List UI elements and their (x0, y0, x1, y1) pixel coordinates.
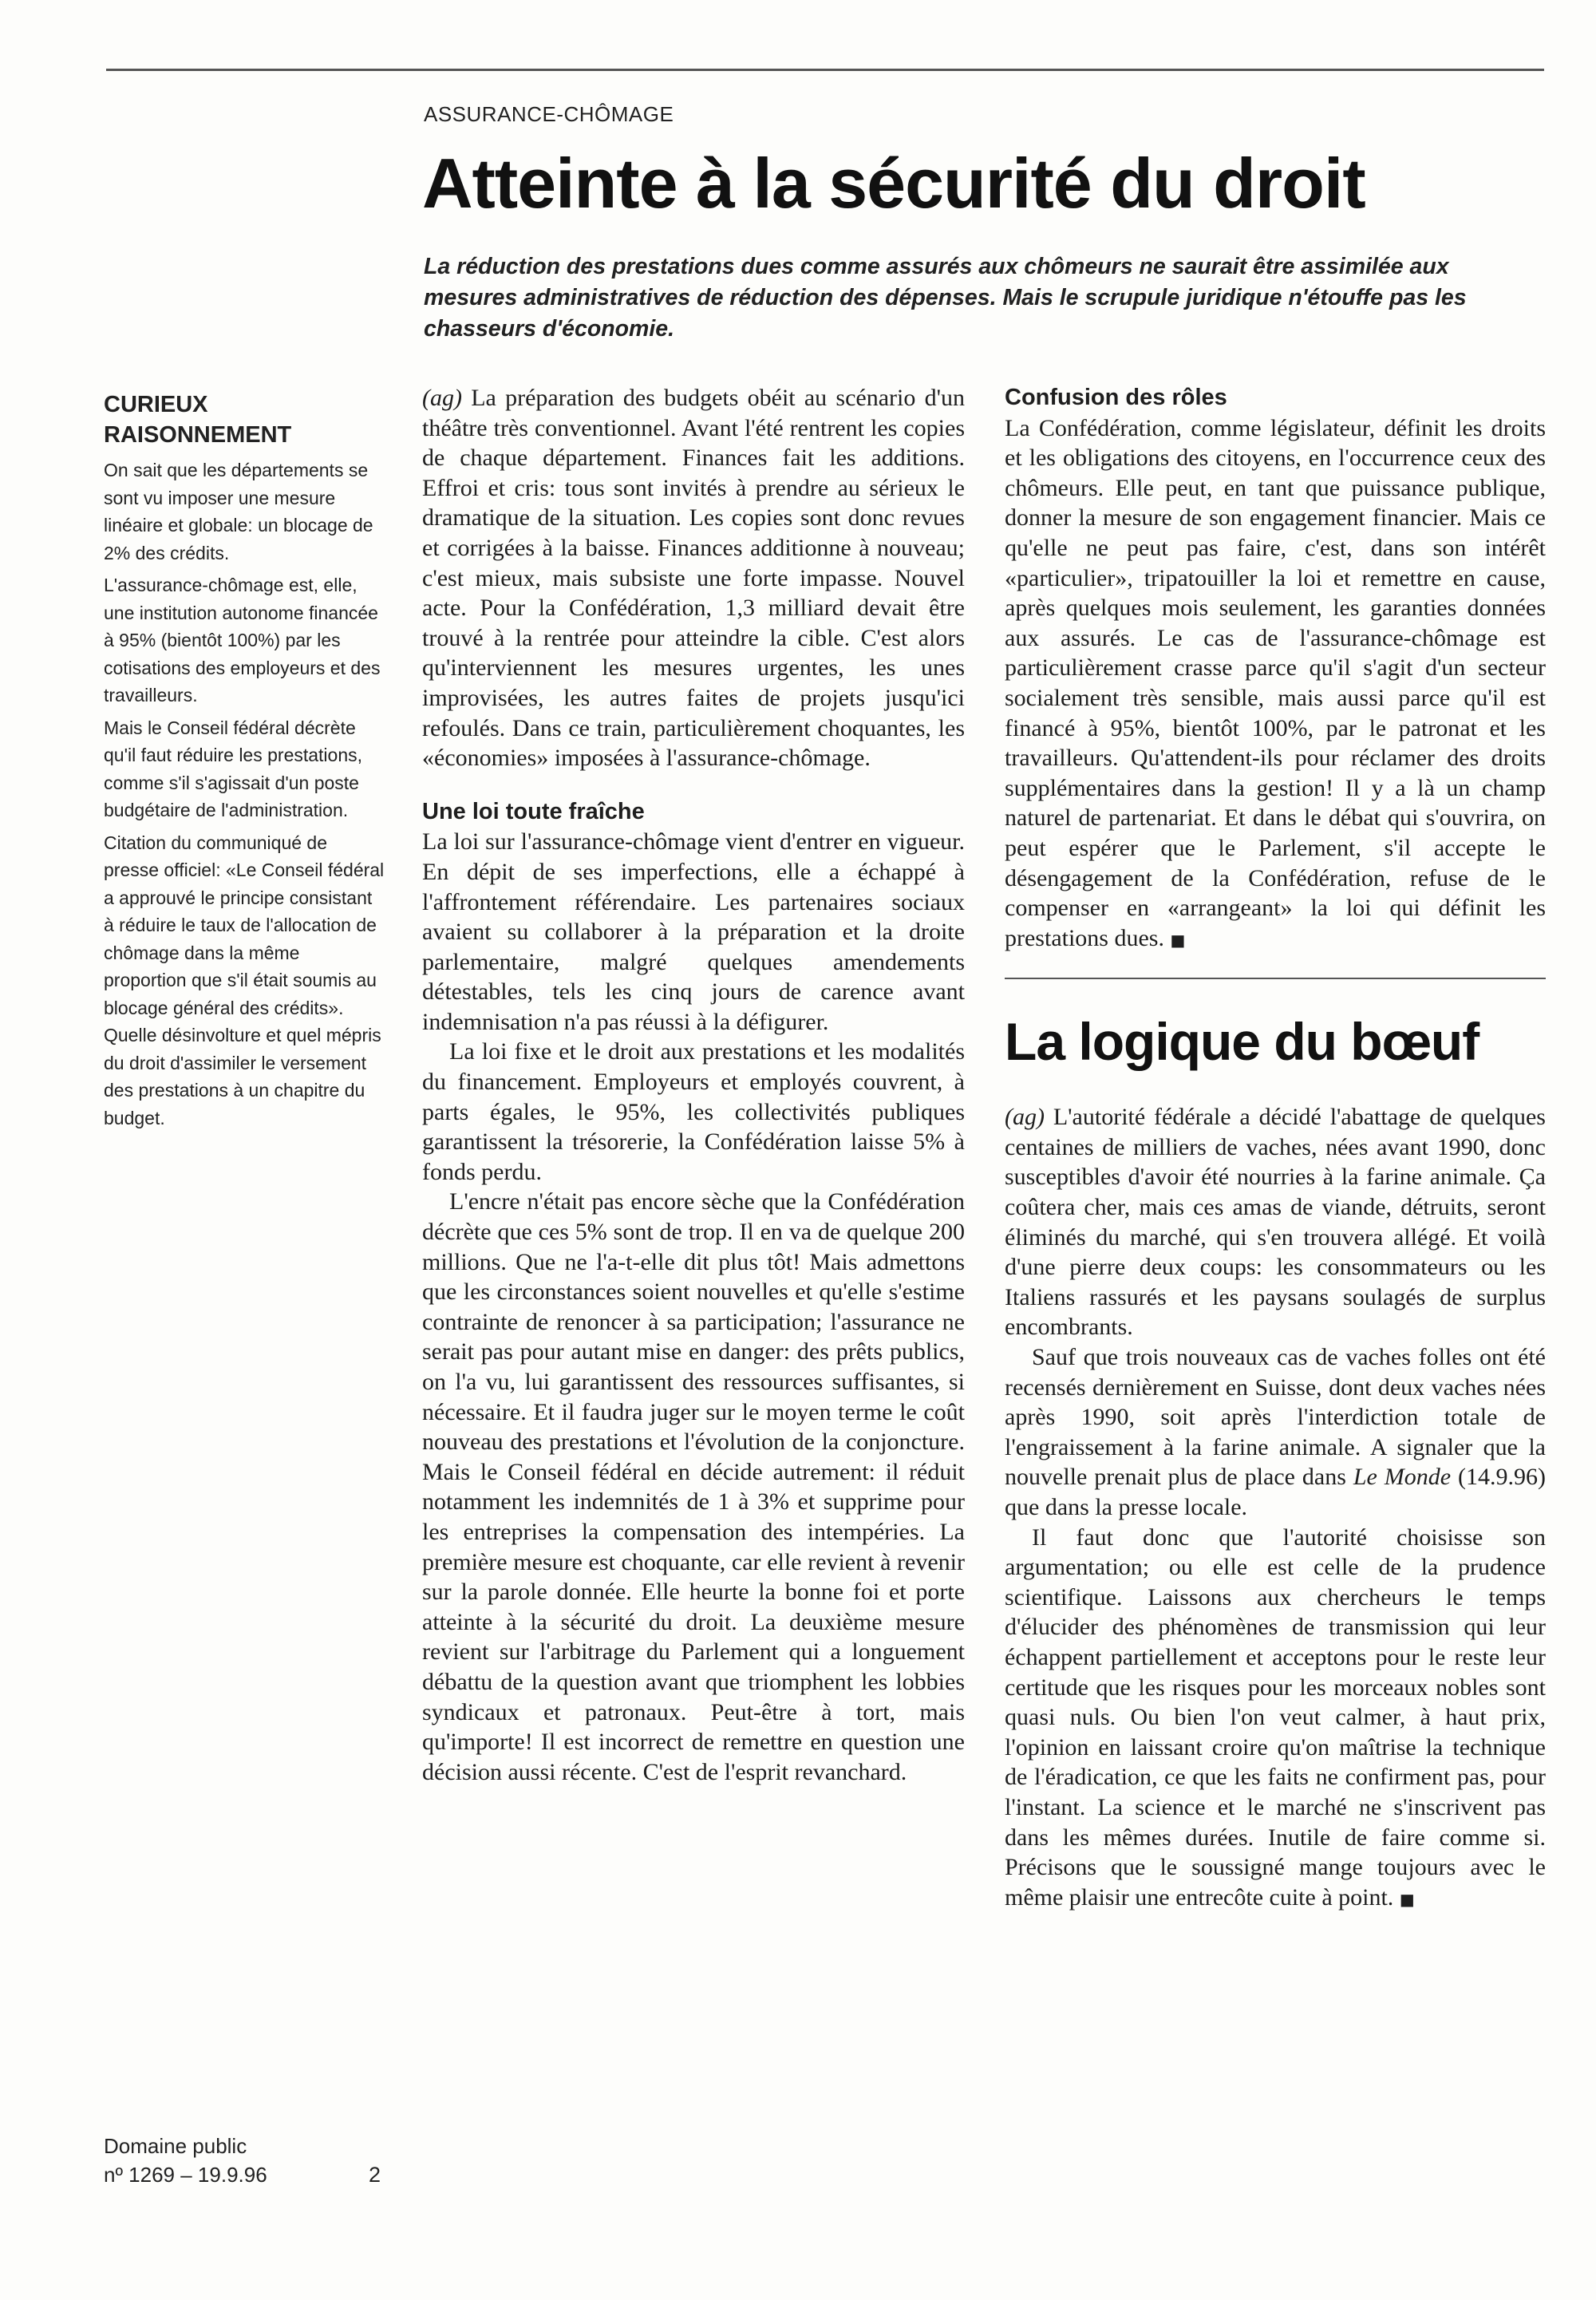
paragraph-text: (14.9.96) que dans la presse locale. (1005, 1464, 1546, 1520)
publication-name: Domaine public (104, 2134, 247, 2158)
article-paragraph (422, 383, 965, 773)
sidebar-paragraph: On sait que les départements se sont vu imposer une mesure linéaire et globale: un blocage de 2% des crédits. (104, 460, 373, 563)
article-divider (1005, 978, 1546, 979)
article-paragraph (1005, 413, 1546, 956)
subheading: Confusion des rôles (1005, 385, 1227, 410)
author-initials: (ag) (422, 385, 462, 411)
article-paragraph: L'encre n'était pas encore sèche que la Confédération décrète que ces 5% sont de trop. Il en va de quelque 200 millions. Que ne l'a-t-elle dit plus tôt! Mais admettons que les circonstances soient nouvelles et qu'elle s'estime contrainte de renoncer à sa participation; l'assurance ne serait pas pour autant mise en danger: des prêts publics, on l'a vu, lui garantissent des ressources suffisantes, si nécessaire. Et il faudra juger sur le moyen terme le coût nouveau des prestations et l'évolution de la conjoncture. Mais le Conseil fédéral en décide autrement: il réduit notamment les indemnités de 1 à 3% et supprime pour les entreprises la compensation des intempéries. La première mesure est choquante, car elle revient à revenir sur la parole donnée. Elle heurte la bonne foi et porte atteinte à la sécurité du droit. La deuxième mesure revient sur l'arbitrage du Parlement qui a longuement débattu de la question avant que triomphent les lobbies syndicaux et patronaux. Peut-être à tort, mais qu'importe! Il est incorrect de remettre en question une décision aussi récente. C'est de l'esprit revanchard. (422, 1188, 965, 1785)
author-initials: (ag) (1005, 1104, 1045, 1131)
lead-text: La réduction des prestations dues comme assurés aux chômeurs ne saurait être assimilée aux mesures administratives de réduction des dépenses. Mais le scrupule juridique n'étouffe pas les chasseurs d'économie. (424, 254, 1467, 342)
sidebar-paragraph: L'assurance-chômage est, elle, une institution autonome financée à 95% (bientôt 100%) par les cotisations des employeurs et des travailleurs. (104, 575, 381, 705)
second-article-headline: La logique du bœuf (1005, 1012, 1479, 1072)
page-number: 2 (369, 2163, 381, 2187)
article-column-middle (422, 383, 965, 1787)
paragraph-text: Il faut donc que l'autorité choisisse son argumentation; ou elle est celle de la prudence scientifique. Laissons aux chercheurs le temps d'élucider des phénomènes de transmission qui leur échappent partiellement et acceptons pour le reste leur certitude que les risques pour les morceaux nobles sont quasi nuls. Ou bien l'on veut calmer, à haut prix, l'opinion en laissant croire qu'on maîtrise la technique de l'éradication, ce que les faits ne confirment pas, pour l'instant. La science et le marché ne s'inscrivent pas dans les mêmes durées. Inutile de faire comme si. Précisons que le soussigné mange toujours avec le même plaisir une entrecôte cuite à point. (1005, 1523, 1546, 1911)
section-kicker: ASSURANCE-CHÔMAGE (424, 102, 674, 126)
article-paragraph (1005, 1523, 1546, 1915)
article-paragraph: La loi fixe et le droit aux prestations et les modalités du financement. Employeurs et employés couvrent, à parts égales, le 95%, les collectivités publiques garantissent la trésorerie, la Confédération laisse 5% à fonds perdu. (422, 1038, 965, 1185)
sidebar-paragraph: Citation du communiqué de presse officiel: «Le Conseil fédéral a approuvé le principe consistant à réduire le taux de l'allocation de chômage dans la même proportion que s'il était soumis au blocage général des crédits». Quelle désinvolture et quel mépris du droit d'assimiler le versement des prestations à un chapitre du budget. (104, 832, 385, 1128)
article-column-right (1005, 383, 1546, 1915)
paragraph-text: Sauf que trois nouveaux cas de vaches folles ont été recensés dernièrement en Suisse, dont deux vaches nées après 1990, soit après l'interdiction totale de l'engraissement à la farine animale. A signaler que la nouvelle prenait plus de place dans (1005, 1344, 1546, 1491)
paragraph-text: La préparation des budgets obéit au scénario d'un théâtre très conventionnel. Avant l'été rentrent les copies de chaque département. Finances fait les additions. Effroi et cris: tous sont invités à prendre au sérieux le dramatique de la situation. Les copies sont donc revues et corrigées à la baisse. Finances additionne à nouveau; c'est mieux, mais subsiste une forte impasse. Nouvel acte. Pour la Confédération, 1,3 milliard devait être trouvé à la rentrée pour atteindre la cible. C'est alors qu'interviennent les mesures urgentes, les unes improvisées, les autres faites de projets jusqu'ici refoulés. Dans ce train, particulièrement choquantes, les «économies» imposées à l'assurance-chômage. (422, 385, 965, 772)
newspaper-name: Le Monde (1353, 1464, 1452, 1491)
article-lead (424, 251, 1541, 345)
subheading: Une loi toute fraîche (422, 798, 645, 824)
issue-info: nº 1269 – 19.9.96 (104, 2163, 267, 2187)
article-paragraph (1005, 1102, 1546, 1342)
article-paragraph: La loi sur l'assurance-chômage vient d'entrer en vigueur. En dépit de ses imperfections, elle a échappé à l'affrontement référendaire. Les partenaires sociaux avaient su collaborer à la préparation et la droite parlementaire, malgré quelques amendements détestables, tels les cinq jours de carence avant indemnisation n'a pas réussi à la défigurer. (422, 828, 965, 1035)
sidebar-paragraph: Mais le Conseil fédéral décrète qu'il faut réduire les prestations, comme s'il s'agissait d'un poste budgétaire de l'administration. (104, 717, 363, 820)
article-paragraph (1005, 1342, 1546, 1523)
sidebar-box (104, 389, 385, 1136)
sidebar-title: CURIEUX RAISONNEMENT (104, 392, 292, 448)
top-rule (106, 69, 1544, 71)
paragraph-text: La Confédération, comme législateur, définit les droits et les obligations des citoyens, en l'occurrence ceux des chômeurs. Elle peut, en tant que puissance publique, donner la mesure de son engagement financier. Mais ce qu'elle ne peut pas faire, c'est, dans son intérêt «particulier», tripatouiller la loi et remettre en cause, après quelques mois seulement, les garanties données aux assurés. Le cas de l'assurance-chômage est particulièrement crasse parce qu'il s'agit d'un secteur socialement très sensible, mais aussi parce qu'il est financé à 95%, bientôt 100%, par le patronat et les travailleurs. Qu'attendent-ils pour réclamer des droits supplémentaires dans la gestion! Il y a là un champ naturel de partenariat. Et dans le débat qui s'ouvrira, on peut espérer que le Parlement, s'il accepte le désengagement de la Confédération, refuse de le compenser en «arrangeant» la loi qui définit les prestations dues. (1005, 414, 1546, 951)
end-mark: ■ (1170, 930, 1186, 950)
end-mark: ■ (1399, 1889, 1415, 1909)
paragraph-text: L'autorité fédérale a décidé l'abattage de quelques centaines de milliers de vaches, nées avant 1990, donc susceptibles d'avoir été nourries à la farine animale. Ça coûtera cher, mais ces amas de viande, détruits, seront éliminés du marché, qui s'en trouvera allégé. Et voilà d'une pierre deux coups: les consommateurs ou les Italiens rassurés et les paysans soulagés de surplus encombrants. (1005, 1104, 1546, 1341)
article-headline: Atteinte à la sécurité du droit (422, 144, 1365, 223)
